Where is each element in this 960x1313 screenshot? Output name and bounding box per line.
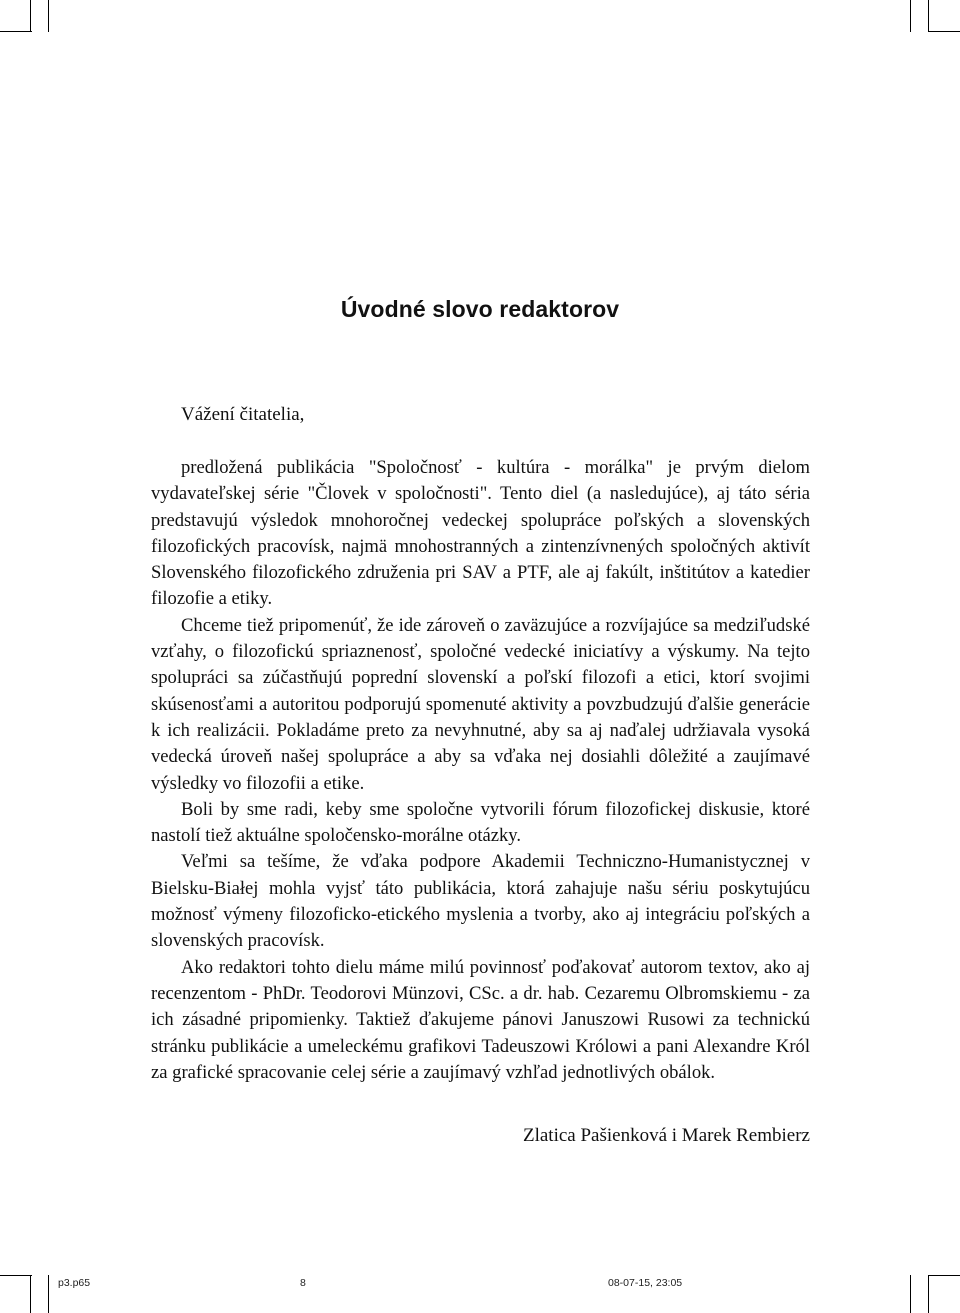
crop-mark-top-left-v2 (48, 0, 49, 32)
page-title: Úvodné slovo redaktorov (340, 296, 620, 322)
crop-mark-bottom-right-h (928, 1275, 960, 1276)
paragraph: Boli by sme radi, keby sme spoločne vytvorili fórum filozofickej diskusie, ktoré nastolí tiež aktuálne spoločensko-morálne otázky. (151, 798, 810, 847)
paragraph: Ako redaktori tohto dielu máme milú povinnosť poďakovať autorom textov, ako aj recenzentom - PhDr. Teodorovi Münzovi, CSc. a dr. hab. Cezaremu Olbromskiemu - za ich zásadné pripomienky. Taktiež ďakujeme pánovi Januszowi Rusowi za technickú stránku publikácie a umeleckému grafikovi Tadeuszowi Królowi a pani Alexandre Król za grafické spracovanie celej série a zaujímavý vzhľad jednotlivých obálok. (151, 956, 810, 1083)
footer-page-number: 8 (300, 1277, 306, 1289)
paragraph: Chceme tiež pripomenúť, že ide zároveň o zaväzujúce a rozvíjajúce sa medziľudské vzťahy, o filozofickú spriaznenosť, spoločné vedecké iniciatívy a výskumy. Na tejto spolupráci sa zúčastňujú poprední slovenskí a poľskí filozofi a etici, ktorí svojimi skúsenosťami a autoritou podporujú spomenuté aktivity a povzbudzujú ďalšie generácie k ich realizácii. Pokladáme preto za nevyhnutné, aby sa aj naďalej udržiavala vysoká vedecká úroveň našej spolupráce a aby sa vďaka nej dosiahli dôležité a zaujímavé výsledky vo filozofii a etike. (151, 614, 810, 794)
signature: Zlatica Pašienková i Marek Rembierz (522, 1125, 810, 1146)
footer-timestamp: 08-07-15, 23:05 (608, 1277, 683, 1289)
crop-mark-bottom-right-v2 (928, 1275, 929, 1313)
crop-mark-bottom-left-v (30, 1275, 31, 1313)
crop-mark-bottom-left-v2 (48, 1275, 49, 1313)
paragraph: Veľmi sa tešíme, že vďaka podpore Akademii Techniczno-Humanistycznej v Bielsku-Białej mohla vyjsť táto publikácia, ktorá zahajuje našu sériu poskytujúcu možnosť výmeny filozoficko-etického myslenia a tvorby, ako aj integráciu poľských a slovenských pracovísk. (151, 851, 810, 952)
body-text (151, 455, 810, 1086)
crop-mark-bottom-left-h (0, 1275, 32, 1276)
crop-mark-top-left-v (30, 0, 31, 32)
footer-filename: p3.p65 (58, 1277, 91, 1289)
crop-mark-top-left-h (0, 31, 32, 32)
crop-mark-top-right-v (910, 0, 911, 32)
greeting: Vážení čitatelia, (181, 404, 305, 425)
crop-mark-bottom-right-v (910, 1275, 911, 1313)
paragraph: predložená publikácia "Spoločnosť - kultúra - morálka" je prvým dielom vydavateľskej série "Človek v spoločnosti". Tento diel (a nasledujúce), aj táto séria predstavujú výsledok mnohoročnej vedeckej spolupráce poľských a slovenských filozofických pracovísk, najmä mnohostranných a zintenzívnených spoločných aktivít Slovenského filozofického združenia pri SAV a PTF, ale aj fakúlt, inštitútov a katedier filozofie a etiky. (151, 457, 810, 610)
crop-mark-top-right-h (928, 31, 960, 32)
crop-mark-top-right-v2 (928, 0, 929, 32)
